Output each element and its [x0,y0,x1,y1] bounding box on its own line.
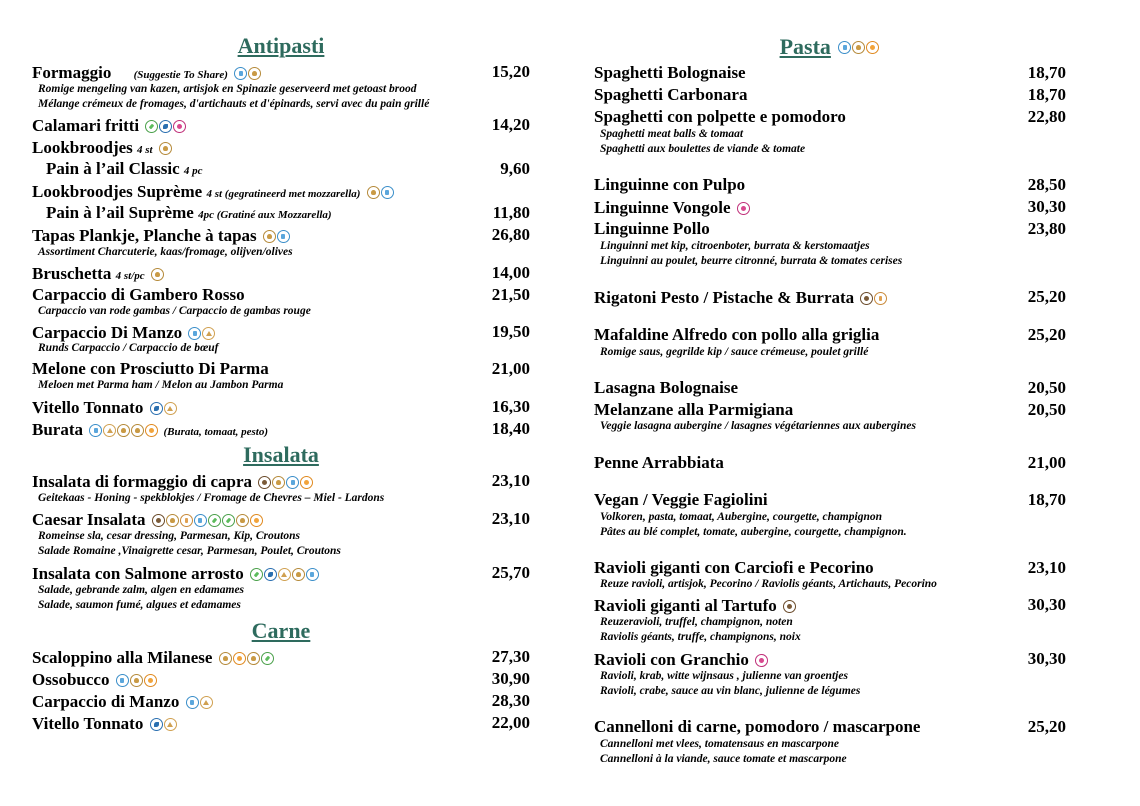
item-description: Carpaccio van rode gambas / Carpaccio de gambas rouge [38,305,311,317]
item-description: Cannelloni à la viande, sauce tomate et mascarpone [600,753,847,765]
item-price: 25,20 [1027,325,1066,344]
item-name: Linguinne Vongole [594,198,731,217]
section-heading-pasta: Pasta [594,33,1066,60]
item-price: 26,80 [491,225,530,244]
egg-icon [145,424,158,437]
menu-item-bolognaise [594,62,1066,83]
egg-icon [233,652,246,665]
item-price: 22,80 [1027,107,1066,126]
nuts-icon [860,292,873,305]
gluten-icon [130,674,143,687]
menu-item-carpaccio-di-manzo [32,690,530,712]
item-price: 23,10 [1027,558,1066,577]
item-note: (Burata, tomaat, pesto) [163,426,269,438]
menu-item-vongole [594,196,1066,218]
allergen-icons [234,61,262,82]
item-price: 21,00 [491,359,530,378]
item-name: Ravioli con Granchio [594,650,749,669]
gluten-icon [166,514,179,527]
fish-icon [150,718,163,731]
menu-item-cannelloni [594,716,1066,737]
item-description: Assortiment Charcuterie, kaas/fromage, olijven/olives [38,246,293,258]
item-name: Caesar Insalata [32,510,146,529]
section-heading-antipasti: Antipasti [237,33,325,58]
celery-icon [145,120,158,133]
item-name: Ravioli giganti con Carciofi e Pecorino [594,558,874,577]
milk-icon [838,41,851,54]
item-name: Linguinne con Pulpo [594,175,746,194]
item-description: Raviolis géants, truffe, champignons, noix [600,631,801,643]
item-description: Ravioli, crabe, sauce au vin blanc, julienne de légumes [600,685,861,697]
sulphite-icon [103,424,116,437]
menu-item-tartufo [594,594,1066,616]
item-name: Spaghetti Bolognaise [594,63,746,82]
item-name: Formaggio [32,63,112,82]
item-name: Carpaccio Di Manzo [32,323,183,342]
allergen-icons [783,594,797,615]
menu-item-melanzane [594,399,1066,420]
egg-icon [866,41,879,54]
menu-item-ossobucco [32,668,530,690]
item-price: 15,20 [491,62,530,81]
celery-icon [250,568,263,581]
menu-item-vitello-tonnato [32,712,530,734]
milk-icon [194,514,207,527]
milk-icon [286,476,299,489]
allergen-icons [219,646,275,667]
item-price: 23,80 [1027,219,1066,238]
allergen-icons [838,33,880,59]
item-name: Insalata di formaggio di capra [32,472,253,491]
item-price: 21,50 [491,285,530,304]
item-description: Geitekaas - Honing - spekblokjes / Fromage de Chevres – Miel - Lardons [38,492,385,504]
item-description: Cannelloni met vlees, tomatensaus en mascarpone [600,738,839,750]
item-description: Linguinni au poulet, beurre citronné, burrata & tomates cerises [600,255,903,267]
item-price: 23,10 [491,509,530,528]
allergen-icons [755,648,769,669]
allergen-icons [258,470,314,491]
item-name: Lasagna Bolognaise [594,378,739,397]
item-price: 25,20 [1027,717,1066,736]
sulphite-icon [164,718,177,731]
menu-item-scaloppino [32,646,530,668]
item-name: Pain à l’ail Suprème [46,203,194,222]
item-note: 4 st [137,144,153,156]
item-price: 14,00 [491,263,530,282]
gluten-icon [852,41,865,54]
menu-item-carciofi [594,557,1066,578]
menu-item-caesar [32,508,530,530]
crustacean-icon [173,120,186,133]
allergen-icons [159,136,173,157]
item-name: Carpaccio di Gambero Rosso [32,285,245,304]
menu-item-salmone [32,562,530,584]
item-description: Ravioli, krab, witte wijnsaus , julienne van groentjes [600,670,848,682]
menu-item-melone [32,358,530,379]
section-heading-carne: Carne [251,618,311,643]
milk-icon [89,424,102,437]
menu-item-pulpo [594,174,1066,195]
gluten-icon [247,652,260,665]
item-name: Ossobucco [32,670,110,689]
gluten-icon [367,186,380,199]
item-name: Ravioli giganti al Tartufo [594,596,777,615]
milk-icon [186,696,199,709]
milk-icon [277,230,290,243]
milk-icon [188,327,201,340]
item-price: 18,70 [1027,63,1066,82]
item-name: Lookbroodjes [32,138,133,157]
item-note: 4pc (Gratiné aux Mozzarella) [198,209,332,221]
milk-icon [306,568,319,581]
item-price: 18,70 [1027,85,1066,104]
menu-item-capra [32,470,530,492]
allergen-icons [152,508,264,529]
mustard-icon [874,292,887,305]
item-price: 30,30 [1027,595,1066,614]
item-price: 28,50 [1027,175,1066,194]
crustacean-icon [737,202,750,215]
item-name: Carpaccio di Manzo [32,692,180,711]
menu-item-tapas [32,224,530,246]
item-price: 19,50 [491,322,530,341]
celery-icon [208,514,221,527]
item-description: Spaghetti meat balls & tomaat [600,128,744,140]
item-description: Volkoren, pasta, tomaat, Aubergine, courgette, champignon [600,511,882,523]
item-description: Pâtes au blé complet, tomate, aubergine, courgette, champignon. [600,526,907,538]
allergen-icons [151,262,165,283]
item-name: Linguinne Pollo [594,219,710,238]
item-description: Salade Romaine ,Vinaigrette cesar, Parmesan, Poulet, Croutons [38,545,341,557]
menu-item-pain-classic [32,158,530,182]
item-name: Pain à l’ail Classic [46,159,180,178]
menu-item-pain-supreme [32,202,530,226]
item-description: Linguinni met kip, citroenboter, burrata & kerstomaatjes [600,240,870,252]
menu-item-vegan [594,489,1066,510]
allergen-icons [89,418,159,439]
item-price: 18,70 [1027,490,1066,509]
menu-item-rigatoni [594,286,1066,308]
allergen-icons [737,196,751,217]
section-heading-insalata: Insalata [243,442,319,467]
item-name: Melanzane alla Parmigiana [594,400,794,419]
allergen-icons [116,668,158,689]
egg-icon [144,674,157,687]
item-note: (Suggestie To Share) [133,69,228,81]
item-name: Scaloppino alla Milanese [32,648,213,667]
sulphite-icon [164,402,177,415]
item-name: Vegan / Veggie Fagiolini [594,490,768,509]
gluten-icon [292,568,305,581]
item-price: 25,20 [1027,287,1066,306]
item-price: 21,00 [1027,453,1066,472]
item-name: Tapas Plankje, Planche à tapas [32,226,257,245]
item-name: Bruschetta [32,264,112,283]
sulphite-icon [202,327,215,340]
item-description: Reuzeravioli, truffel, champignon, noten [600,616,793,628]
sulphite-icon [200,696,213,709]
item-price: 22,00 [491,713,530,732]
item-description: Meloen met Parma ham / Melon au Jambon Parma [38,379,284,391]
item-description: Veggie lasagna aubergine / lasagnes végétariennes aux aubergines [600,420,916,432]
item-price: 14,20 [491,115,530,134]
gluten-icon [117,424,130,437]
item-price: 23,10 [491,471,530,490]
gluten-icon [159,142,172,155]
milk-icon [381,186,394,199]
item-note: 4 pc [183,165,203,177]
item-price: 25,70 [491,563,530,582]
gluten-icon [151,268,164,281]
allergen-icons [188,321,216,342]
menu-item-burata [32,418,530,443]
item-name: Mafaldine Alfredo con pollo alla griglia [594,325,880,344]
item-description: Romeinse sla, cesar dressing, Parmesan, Kip, Croutons [38,530,300,542]
item-description: Salade, saumon fumé, algues et edamames [38,599,241,611]
gluten-icon [236,514,249,527]
allergen-icons [860,286,888,307]
item-price: 9,60 [500,159,530,178]
gluten-icon [248,67,261,80]
item-description: Romige mengeling van kazen, artisjok en Spinazie geserveerd met getoast brood [38,83,417,95]
item-name: Vitello Tonnato [32,714,144,733]
item-name: Spaghetti Carbonara [594,85,748,104]
menu-item-penne [594,452,1066,473]
allergen-icons [145,114,187,135]
item-price: 20,50 [1027,400,1066,419]
allergen-icons [263,224,291,245]
item-description: Romige saus, gegrilde kip / sauce crémeuse, poulet grillé [600,346,869,358]
celery-icon [261,652,274,665]
item-name: Cannelloni di carne, pomodoro / mascarpone [594,717,921,736]
allergen-icons [150,712,178,733]
item-name: Penne Arrabbiata [594,453,724,472]
item-price: 30,90 [491,669,530,688]
item-description: Reuze ravioli, artisjok, Pecorino / Raviolis géants, Artichauts, Pecorino [600,578,937,590]
nuts-icon [783,600,796,613]
item-price: 16,30 [491,397,530,416]
item-name: Rigatoni Pesto / Pistache & Burrata [594,288,855,307]
item-description: Mélange crémeux de fromages, d'artichauts et d'épinards, servi avec du pain grillé [38,98,430,110]
menu-item-carbonara [594,84,1066,105]
item-name: Lookbroodjes Suprème [32,182,203,201]
item-note: 4 st/pc [115,270,145,282]
egg-icon [300,476,313,489]
menu-item-polpette [594,106,1066,127]
milk-icon [116,674,129,687]
item-price: 27,30 [491,647,530,666]
fish-icon [264,568,277,581]
gluten-icon [131,424,144,437]
item-name: Insalata con Salmone arrosto [32,564,244,583]
fish-icon [159,120,172,133]
menu-item-gambero [32,284,530,305]
celery-icon [222,514,235,527]
item-name: Melone con Prosciutto Di Parma [32,359,269,378]
menu-item-mafaldine [594,324,1066,345]
sulphite-icon [278,568,291,581]
item-price: 20,50 [1027,378,1066,397]
menu-item-pollo [594,218,1066,239]
allergen-icons [186,690,214,711]
egg-icon [250,514,263,527]
item-name: Burata [32,420,83,439]
item-name: Calamari fritti [32,116,140,135]
item-price: 11,80 [492,203,530,222]
allergen-icons [367,180,395,201]
item-description: Spaghetti aux boulettes de viande & tomate [600,143,806,155]
mustard-icon [180,514,193,527]
gluten-icon [219,652,232,665]
allergen-icons [250,562,320,583]
menu-item-lasagna [594,377,1066,398]
item-price: 18,40 [491,419,530,438]
menu-item-vitello [32,396,530,418]
gluten-icon [272,476,285,489]
item-price: 28,30 [491,691,530,710]
allergen-icons [150,396,178,417]
item-name: Spaghetti con polpette e pomodoro [594,107,846,126]
item-note: 4 st (gegratineerd met mozzarella) [206,188,361,200]
item-name: Vitello Tonnato [32,398,144,417]
item-price: 30,30 [1027,649,1066,668]
item-price: 30,30 [1027,197,1066,216]
menu-item-granchio [594,648,1066,670]
nuts-icon [152,514,165,527]
item-description: Runds Carpaccio / Carpaccio de bœuf [38,342,219,354]
item-description: Salade, gebrande zalm, algen en edamames [38,584,245,596]
nuts-icon [258,476,271,489]
menu-item-calamari [32,114,530,136]
fish-icon [150,402,163,415]
gluten-icon [263,230,276,243]
menu-item-carpaccio-manzo [32,321,530,343]
milk-icon [234,67,247,80]
crustacean-icon [755,654,768,667]
